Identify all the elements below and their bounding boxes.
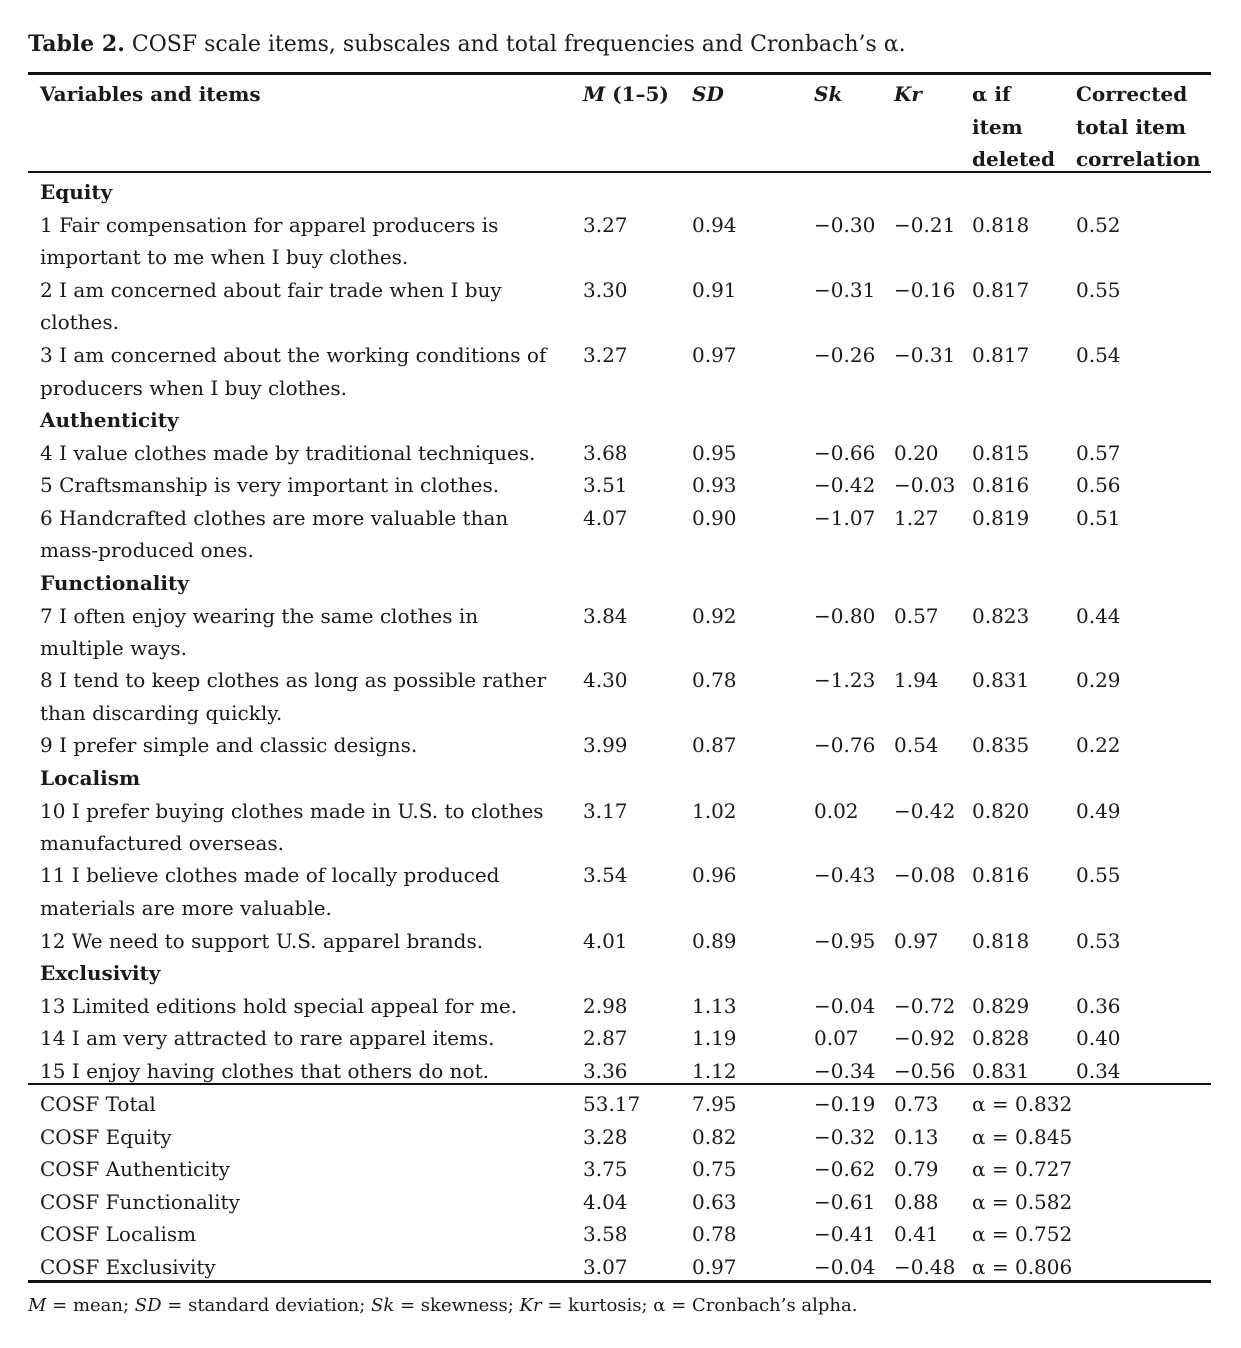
item-alpha: 0.831 (972, 1058, 1030, 1083)
item-alpha: 0.829 (972, 993, 1030, 1018)
total-sk: −0.41 (814, 1222, 876, 1247)
total-alpha: α = 0.832 (972, 1092, 1073, 1116)
item-corr: 0.22 (1076, 733, 1121, 757)
total-kr: 0.41 (894, 1222, 939, 1247)
total-kr: −0.48 (894, 1254, 956, 1279)
group-equity: Equity (40, 180, 113, 204)
item-sk: −0.31 (814, 277, 876, 302)
item-alpha: 0.816 (972, 863, 1030, 887)
item-corr: 0.53 (1076, 928, 1121, 953)
table-row (0, 859, 1241, 920)
item-mean: 3.27 (583, 212, 628, 237)
item-mean: 3.51 (583, 473, 628, 498)
item-mean: 3.68 (583, 440, 628, 465)
item-alpha: 0.818 (972, 928, 1030, 953)
item-alpha: 0.818 (972, 212, 1030, 237)
total-sd: 0.78 (692, 1222, 737, 1247)
item-alpha: 0.823 (972, 603, 1030, 628)
table-row (0, 437, 1241, 470)
item-sk: 0.02 (814, 798, 859, 823)
header-sd: SD (692, 82, 724, 106)
table-note: M = mean; SD = standard deviation; Sk = skewness; Kr = kurtosis; α = Cronbach’s alpha. (28, 1295, 858, 1316)
total-name: COSF Equity (40, 1124, 172, 1149)
item-corr: 0.29 (1076, 668, 1121, 692)
caption-label: Table 2. (28, 31, 125, 57)
item-sk: −0.95 (814, 928, 876, 953)
group-exclusivity: Exclusivity (40, 961, 161, 986)
item-sd: 0.96 (692, 863, 737, 887)
total-mean: 53.17 (583, 1092, 641, 1116)
total-row (0, 1088, 1241, 1121)
item-text: 3 I am concerned about the working conditions of producers when I buy clothes. (40, 343, 547, 400)
item-sk: −1.07 (814, 505, 876, 530)
total-row (0, 1186, 1241, 1219)
item-alpha: 0.815 (972, 440, 1030, 465)
item-alpha: 0.817 (972, 277, 1030, 302)
total-kr: 0.79 (894, 1157, 939, 1182)
item-sk: −0.04 (814, 993, 876, 1018)
item-kr: 0.97 (894, 928, 939, 953)
item-corr: 0.55 (1076, 863, 1121, 887)
item-corr: 0.44 (1076, 603, 1121, 628)
item-text: 12 We need to support U.S. apparel brands. (40, 928, 484, 953)
item-text: 8 I tend to keep clothes as long as possible rather than discarding quickly. (40, 668, 547, 725)
total-alpha: α = 0.752 (972, 1222, 1073, 1247)
total-name: COSF Exclusivity (40, 1254, 216, 1279)
caption-text: COSF scale items, subscales and total frequencies and Cronbach’s α. (131, 32, 906, 57)
table-row (0, 469, 1241, 502)
total-kr: 0.73 (894, 1092, 939, 1116)
totals-rule (28, 1083, 1211, 1085)
item-sk: −1.23 (814, 668, 876, 692)
item-text: 4 I value clothes made by traditional techniques. (40, 440, 536, 465)
header-alpha-l3: deleted (972, 147, 1055, 172)
total-sk: −0.32 (814, 1124, 876, 1149)
header-alpha-l2: item (972, 114, 1023, 139)
total-sk: −0.61 (814, 1189, 876, 1214)
table-row (0, 339, 1241, 400)
header-corr-l1: Corrected (1076, 82, 1188, 106)
item-text: 5 Craftsmanship is very important in clothes. (40, 473, 500, 498)
top-rule (28, 72, 1211, 75)
total-name: COSF Localism (40, 1222, 197, 1247)
item-kr: −0.56 (894, 1058, 956, 1083)
total-mean: 3.07 (583, 1254, 628, 1279)
item-mean: 3.30 (583, 277, 628, 302)
total-mean: 3.28 (583, 1124, 628, 1149)
item-sd: 0.95 (692, 440, 737, 465)
item-text: 9 I prefer simple and classic designs. (40, 733, 418, 757)
item-alpha: 0.828 (972, 1026, 1030, 1050)
total-alpha: α = 0.845 (972, 1124, 1073, 1149)
item-corr: 0.49 (1076, 798, 1121, 823)
table-caption (28, 28, 906, 61)
table-row (0, 1022, 1241, 1055)
total-row (0, 1218, 1241, 1251)
item-kr: 0.57 (894, 603, 939, 628)
item-kr: −0.08 (894, 863, 956, 887)
total-mean: 4.04 (583, 1189, 628, 1214)
item-corr: 0.51 (1076, 505, 1121, 530)
item-corr: 0.34 (1076, 1058, 1121, 1083)
item-kr: −0.16 (894, 277, 956, 302)
bottom-rule (28, 1280, 1211, 1283)
item-kr: −0.72 (894, 993, 956, 1018)
item-sk: −0.76 (814, 733, 876, 757)
item-sk: −0.34 (814, 1058, 876, 1083)
item-sd: 0.89 (692, 928, 737, 953)
total-name: COSF Functionality (40, 1189, 240, 1214)
item-sk: −0.42 (814, 473, 876, 498)
item-corr: 0.52 (1076, 212, 1121, 237)
item-sd: 0.92 (692, 603, 737, 628)
item-text: 11 I believe clothes made of locally produced materials are more valuable. (40, 863, 500, 920)
item-kr: −0.92 (894, 1026, 956, 1050)
item-sd: 1.12 (692, 1058, 737, 1083)
table-row (0, 209, 1241, 270)
item-mean: 3.84 (583, 603, 628, 628)
total-row (0, 1251, 1241, 1284)
item-sd: 1.19 (692, 1026, 737, 1050)
total-sd: 0.97 (692, 1254, 737, 1279)
item-mean: 2.98 (583, 993, 628, 1018)
item-kr: −0.21 (894, 212, 956, 237)
item-sd: 0.87 (692, 733, 737, 757)
header-sk: Sk (814, 82, 843, 106)
item-mean: 4.30 (583, 668, 628, 692)
group-functionality: Functionality (40, 571, 189, 595)
total-sd: 7.95 (692, 1092, 737, 1116)
item-sd: 0.78 (692, 668, 737, 692)
table-row (0, 925, 1241, 958)
header-items: Variables and items (40, 82, 261, 106)
item-text: 15 I enjoy having clothes that others do not. (40, 1058, 489, 1083)
item-corr: 0.40 (1076, 1026, 1121, 1050)
item-alpha: 0.820 (972, 798, 1030, 823)
item-alpha: 0.835 (972, 733, 1030, 757)
group-authenticity: Authenticity (40, 408, 179, 432)
total-sd: 0.75 (692, 1157, 737, 1182)
total-sk: −0.04 (814, 1254, 876, 1279)
item-sd: 0.97 (692, 343, 737, 367)
item-mean: 3.54 (583, 863, 628, 887)
total-alpha: α = 0.582 (972, 1189, 1073, 1214)
header-mean: M (1–5) (583, 82, 669, 106)
table-row (0, 600, 1241, 661)
item-text: 1 Fair compensation for apparel producers is important to me when I buy clothes. (40, 212, 499, 270)
item-corr: 0.54 (1076, 343, 1121, 367)
item-kr: 0.20 (894, 440, 939, 465)
header-corr-l2: total item (1076, 114, 1187, 139)
item-mean: 3.17 (583, 798, 628, 823)
item-corr: 0.36 (1076, 993, 1121, 1018)
total-name: COSF Total (40, 1092, 156, 1116)
item-mean: 3.36 (583, 1058, 628, 1083)
item-mean: 3.27 (583, 343, 628, 367)
total-sd: 0.63 (692, 1189, 737, 1214)
item-mean: 4.07 (583, 505, 628, 530)
item-sd: 1.02 (692, 798, 737, 823)
table-row (0, 502, 1241, 563)
table-row (0, 795, 1241, 856)
header-rule (28, 171, 1211, 173)
group-localism: Localism (40, 765, 141, 790)
total-sk: −0.62 (814, 1157, 876, 1182)
item-mean: 3.99 (583, 733, 628, 757)
total-sd: 0.82 (692, 1124, 737, 1149)
total-mean: 3.58 (583, 1222, 628, 1247)
item-mean: 4.01 (583, 928, 628, 953)
item-kr: 1.27 (894, 505, 939, 530)
table-row (0, 990, 1241, 1023)
total-name: COSF Authenticity (40, 1157, 230, 1182)
item-sd: 1.13 (692, 993, 737, 1018)
item-text: 13 Limited editions hold special appeal for me. (40, 993, 518, 1018)
item-sk: −0.66 (814, 440, 876, 465)
item-sk: 0.07 (814, 1026, 859, 1050)
item-text: 7 I often enjoy wearing the same clothes in multiple ways. (40, 603, 479, 661)
item-sd: 0.90 (692, 505, 737, 530)
total-alpha: α = 0.727 (972, 1157, 1073, 1182)
total-row (0, 1121, 1241, 1154)
total-sk: −0.19 (814, 1092, 876, 1116)
item-sd: 0.91 (692, 277, 737, 302)
item-kr: 0.54 (894, 733, 939, 757)
table-row (0, 729, 1241, 762)
total-kr: 0.13 (894, 1124, 939, 1149)
item-sd: 0.93 (692, 473, 737, 498)
item-sd: 0.94 (692, 212, 737, 237)
total-mean: 3.75 (583, 1157, 628, 1182)
header-corr-l3: correlation (1076, 147, 1201, 172)
item-text: 14 I am very attracted to rare apparel items. (40, 1026, 495, 1050)
total-row (0, 1153, 1241, 1186)
item-text: 10 I prefer buying clothes made in U.S. to clothes manufactured overseas. (40, 798, 544, 856)
item-corr: 0.57 (1076, 440, 1121, 465)
item-sk: −0.43 (814, 863, 876, 887)
item-kr: 1.94 (894, 668, 939, 692)
item-mean: 2.87 (583, 1026, 628, 1050)
header-kr: Kr (894, 82, 922, 106)
table-row (0, 664, 1241, 725)
item-alpha: 0.816 (972, 473, 1030, 498)
header-alpha-l1: α if (972, 82, 1011, 106)
item-alpha: 0.817 (972, 343, 1030, 367)
item-corr: 0.56 (1076, 473, 1121, 498)
item-kr: −0.42 (894, 798, 956, 823)
item-kr: −0.31 (894, 343, 956, 367)
item-kr: −0.03 (894, 473, 956, 498)
item-text: 6 Handcrafted clothes are more valuable than mass-produced ones. (40, 505, 509, 563)
item-sk: −0.26 (814, 343, 876, 367)
item-sk: −0.30 (814, 212, 876, 237)
item-alpha: 0.819 (972, 505, 1030, 530)
table-row (0, 274, 1241, 335)
item-sk: −0.80 (814, 603, 876, 628)
item-text: 2 I am concerned about fair trade when I buy clothes. (40, 277, 502, 335)
item-alpha: 0.831 (972, 668, 1030, 692)
total-kr: 0.88 (894, 1189, 939, 1214)
total-alpha: α = 0.806 (972, 1254, 1073, 1279)
item-corr: 0.55 (1076, 277, 1121, 302)
